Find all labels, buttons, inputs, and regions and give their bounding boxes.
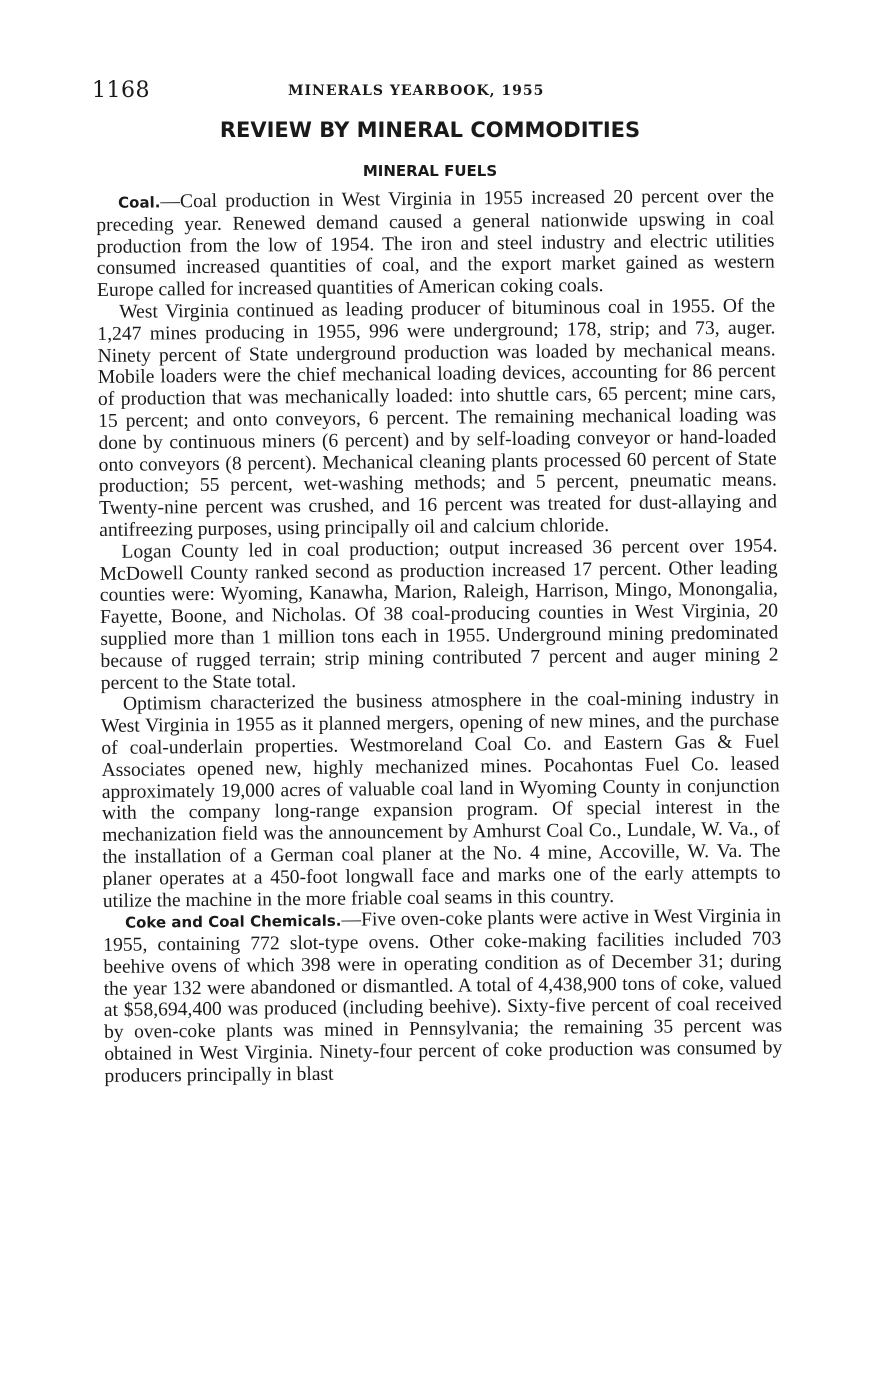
paragraph-text: —Coal production in West Virginia in 1955 increased 20 percent over the preceding year. Renewed demand caused a general nationwide upswing in coal production from the low of 1954. The iron and steel industry and electric utilities consumed increased quantities of coal, and the export market gained as western Europe called for increased quantities of American coking coals. [96,185,775,302]
paragraph-coke [103,906,783,1088]
paragraph-text: —Five oven-coke plants were active in West Virginia in 1955, containing 772 slot-type ovens. Other coke-making facilities included 703 beehive ovens of which 398 were in operating condition as of December 31; during the year 132 were abandoned or dismantled. A total of 4,438,900 tons of coke, valued at $58,694,400 was produced (including beehive). Sixty-five percent of coal received by oven-coke plants was mined in Pennsylvania; the remaining 35 percent was obtained in West Virginia. Ninety-four percent of coke production was consumed by producers principally in blast [103,905,783,1087]
subsection-title: MINERAL FUELS [362,162,498,180]
paragraph-text: Logan County led in coal production; output increased 36 percent over 1954. McDowell County ranked second as production increased 17 percent. Other leading counties were: Wyoming, Kanawha, Marion, Raleigh, Harrison, Mingo, Monongalia, Fayette, Boone, and Nicholas. Of 38 coal-producing counties in West Virginia, 20 supplied more than 1 million tons each in 1955. Underground mining predominated because of rugged terrain; strip mining contributed 7 percent and auger mining 2 percent to the State total. [99,535,779,694]
journal-title: MINERALS YEARBOOK, 1955 [288,83,545,99]
run-in-heading-coal: Coal. [118,193,161,212]
section-title: REVIEW BY MINERAL COMMODITIES [219,118,641,142]
paragraph-text: West Virginia continued as leading producer of bituminous coal in 1955. Of the 1,247 mines producing in 1955, 996 were underground; 178, strip; and 73, auger. Ninety percent of State underground production was loaded by mechanical means. Mobile loaders were the chief mechanical loading devices, accounting for 86 percent of production that was mechanically loaded: into shuttle cars, 65 percent; mine cars, 15 percent; and onto conveyors, 6 percent. The remaining mechanical loading was done by continuous miners (6 percent) and by self-loading conveyor or hand-loaded onto conveyors (8 percent). Mechanical cleaning plants processed 60 percent of State production; 55 percent, wet-washing methods; and 5 percent, pneumatic means. Twenty-nine percent was crushed, and 16 percent was treated for dust-allaying and antifreezing purposes, using principally oil and calcium chloride. [97,295,778,541]
paragraph-leading-producer [97,295,777,541]
body-text [96,185,783,1087]
paragraph-counties [99,535,778,694]
running-head [92,78,782,108]
paragraph-text: Optimism characterized the business atmosphere in the coal-mining industry in West Virginia in 1955 as it planned mergers, opening of new mines, and the purchase of coal-underlain properties. Westmoreland Coal Co. and Eastern Gas & Fuel Associates opened new, highly mechanized mines. Pocahontas Fuel Co. leased approximately 19,000 acres of valuable coal land in Wyoming County in conjunction with the company long-range expansion program. Of special interest in the mechanization field was the announcement by Amhurst Coal Co., Lundale, W. Va., of the installation of a German coal planer at the No. 4 mine, Accoville, W. Va. The planer operates at a 450-foot longwall face and marks one of the early attempts to utilize the machine in the more friable coal seams in this country. [101,687,781,912]
page-number: 1168 [92,78,150,103]
run-in-heading-coke: Coke and Coal Chemicals. [124,911,342,933]
paragraph-coal [96,185,775,301]
paragraph-optimism [101,688,781,912]
